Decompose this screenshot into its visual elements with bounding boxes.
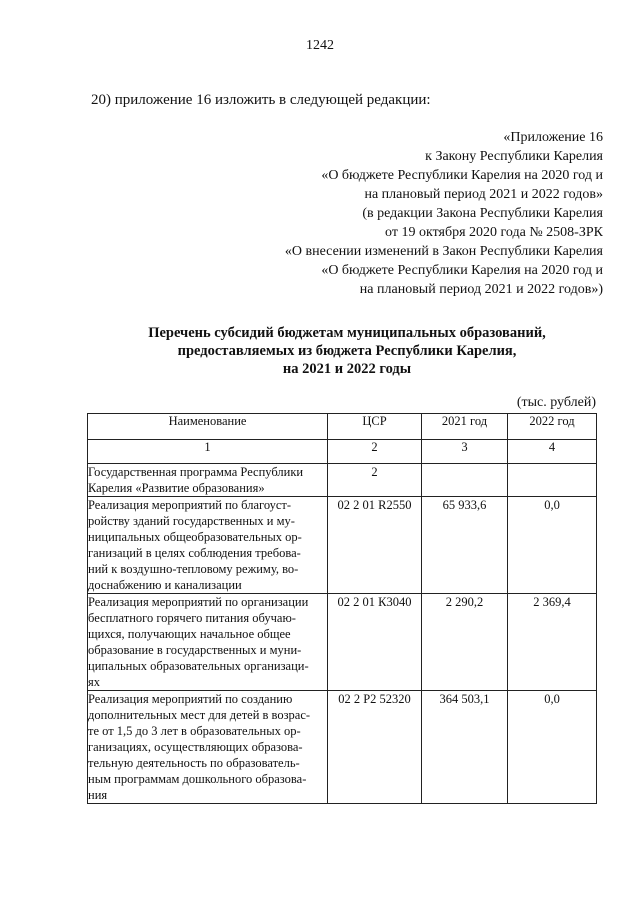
name-line: Реализация мероприятий по созданию — [88, 692, 293, 706]
row-2022-cell: 0,0 — [508, 497, 597, 594]
column-header-csr: ЦСР — [328, 414, 422, 440]
row-csr-cell: 02 2 01 R2550 — [328, 497, 422, 594]
intro-paragraph: 20) приложение 16 изложить в следующей редакции: — [91, 92, 431, 108]
row-csr-cell: 2 — [328, 464, 422, 497]
row-2022-cell: 2 369,4 — [508, 594, 597, 691]
annex-line: «О бюджете Республики Карелия на 2020 год и — [321, 168, 603, 183]
column-number: 3 — [422, 440, 508, 464]
annex-line: на плановый период 2021 и 2022 годов») — [359, 282, 603, 297]
name-line: ганизациях, осуществляющих образова- — [88, 740, 303, 754]
column-number: 2 — [328, 440, 422, 464]
subsidies-table — [87, 413, 597, 804]
name-line: дополнительных мест для детей в возрас- — [88, 708, 311, 722]
annex-line: «О бюджете Республики Карелия на 2020 год и — [321, 263, 603, 278]
row-name-cell — [88, 691, 328, 804]
name-line: доснабжению и канализации — [88, 578, 242, 592]
name-line: ройству зданий государственных и му- — [88, 514, 295, 528]
row-csr-cell: 02 2 P2 52320 — [328, 691, 422, 804]
column-number: 1 — [88, 440, 328, 464]
column-number-row — [88, 440, 597, 464]
name-line: тельную деятельность по образователь- — [88, 756, 300, 770]
table-row — [88, 464, 597, 497]
annex-line: на плановый период 2021 и 2022 годов» — [364, 187, 603, 202]
name-line: ния — [88, 788, 108, 802]
table-row — [88, 594, 597, 691]
title-line: на 2021 и 2022 годы — [282, 361, 412, 377]
row-2021-cell: 364 503,1 — [422, 691, 508, 804]
column-header-2022: 2022 год — [508, 414, 597, 440]
name-line: Государственная программа Республики — [88, 465, 304, 479]
row-2022-cell: 0,0 — [508, 691, 597, 804]
name-line: Карелия «Развитие образования» — [88, 481, 265, 495]
annex-line: (в редакции Закона Республики Карелия — [362, 206, 603, 221]
name-line: ях — [88, 675, 100, 689]
name-line: ниципальных общеобразовательных ор- — [88, 530, 302, 544]
page-number: 1242 — [306, 38, 334, 53]
row-2021-cell — [422, 464, 508, 497]
name-line: ципальных образовательных организаци- — [88, 659, 309, 673]
name-line: Реализация мероприятий по благоуст- — [88, 498, 292, 512]
name-line: те от 1,5 до 3 лет в образовательных ор- — [88, 724, 301, 738]
name-line: щихся, получающих начальное общее — [88, 627, 291, 641]
name-line: ным программам дошкольного образова- — [88, 772, 307, 786]
units-label: (тыс. рублей) — [516, 395, 596, 410]
name-line: бесплатного горячего питания обучаю- — [88, 611, 296, 625]
annex-line: «О внесении изменений в Закон Республики Карелия — [284, 244, 603, 259]
row-name-cell — [88, 464, 328, 497]
name-line: образование в государственных и муни- — [88, 643, 302, 657]
table-row — [88, 691, 597, 804]
title-line: предоставляемых из бюджета Республики Карелия, — [177, 343, 517, 359]
annex-line: к Закону Республики Карелия — [425, 149, 603, 164]
row-csr-cell: 02 2 01 К3040 — [328, 594, 422, 691]
row-2022-cell — [508, 464, 597, 497]
row-name-cell — [88, 497, 328, 594]
row-2021-cell: 65 933,6 — [422, 497, 508, 594]
annex-line: «Приложение 16 — [503, 130, 603, 145]
annex-header — [285, 128, 603, 299]
row-2021-cell: 2 290,2 — [422, 594, 508, 691]
name-line: Реализация мероприятий по организации — [88, 595, 309, 609]
table-row — [88, 497, 597, 594]
name-line: ганизаций в целях соблюдения требова- — [88, 546, 301, 560]
annex-line: от 19 октября 2020 года № 2508-ЗРК — [385, 225, 603, 240]
name-line: ний к воздушно-тепловому режиму, во- — [88, 562, 299, 576]
row-name-cell — [88, 594, 328, 691]
column-number: 4 — [508, 440, 597, 464]
table-header-row — [88, 414, 597, 440]
column-header-name: Наименование — [88, 414, 328, 440]
title-line: Перечень субсидий бюджетам муниципальных образований, — [148, 325, 546, 341]
column-header-2021: 2021 год — [422, 414, 508, 440]
document-title — [0, 324, 640, 378]
